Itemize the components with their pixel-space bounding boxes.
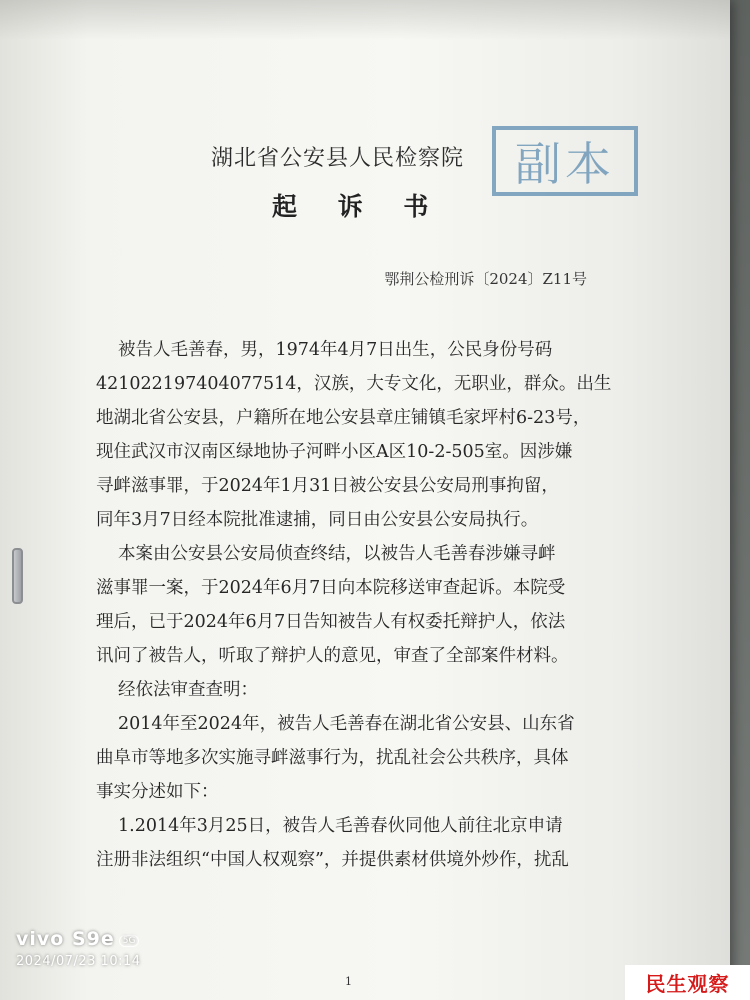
body-line: 讯问了被告人，听取了辩护人的意见，审查了全部案件材料。	[96, 646, 569, 666]
network-badge: 5G	[119, 935, 140, 947]
document-number: 鄂荆公检刑诉〔2024〕Z11号	[384, 270, 587, 288]
document-title: 起 诉 书	[272, 192, 445, 221]
body-line: 被告人毛善春，男，1974年4月7日出生，公民身份号码	[118, 340, 553, 360]
body-line: 1.2014年3月25日，被告人毛善春伙同他人前往北京申请	[118, 816, 563, 836]
copy-stamp	[492, 126, 638, 196]
body-line: 经依法审查查明：	[118, 680, 258, 700]
brand-watermark: 民生观察	[625, 965, 750, 1000]
body-line: 理后，已于2024年6月7日告知被告人有权委托辩护人，依法	[96, 612, 566, 632]
body-line: 事实分述如下：	[96, 782, 219, 802]
issuing-organization: 湖北省公安县人民检察院	[211, 146, 465, 171]
body-line: 滋事罪一案，于2024年6月7日向本院移送审查起诉。本院受	[96, 578, 566, 598]
document-body	[96, 333, 636, 877]
page-number: 1	[345, 975, 352, 988]
body-line: 同年3月7日经本院批准逮捕，同日由公安县公安局执行。	[96, 510, 539, 530]
staple-mark	[12, 548, 23, 604]
body-line: 曲阜市等地多次实施寻衅滋事行为，扰乱社会公共秩序，具体	[96, 748, 569, 768]
camera-watermark	[16, 928, 141, 969]
body-line: 现住武汉市汉南区绿地协子河畔小区A区10-2-505室。因涉嫌	[96, 442, 573, 462]
capture-timestamp: 2024/07/23 10:14	[16, 954, 141, 969]
copy-stamp-text: 副本	[515, 137, 615, 191]
page-shadow	[0, 0, 730, 40]
body-line: 本案由公安县公安局侦查终结，以被告人毛善春涉嫌寻衅	[118, 544, 556, 564]
camera-model: vivo S9e	[16, 928, 115, 950]
body-line: 2014年至2024年，被告人毛善春在湖北省公安县、山东省	[118, 714, 575, 734]
body-line: 地湖北省公安县，户籍所在地公安县章庄铺镇毛家坪村6-23号，	[96, 408, 591, 428]
body-line: 421022197404077514，汉族，大专文化，无职业，群众。出生	[96, 374, 612, 394]
body-line: 注册非法组织“中国人权观察”，并提供素材供境外炒作，扰乱	[96, 850, 569, 870]
body-line: 寻衅滋事罪，于2024年1月31日被公安县公安局刑事拘留，	[96, 476, 559, 496]
